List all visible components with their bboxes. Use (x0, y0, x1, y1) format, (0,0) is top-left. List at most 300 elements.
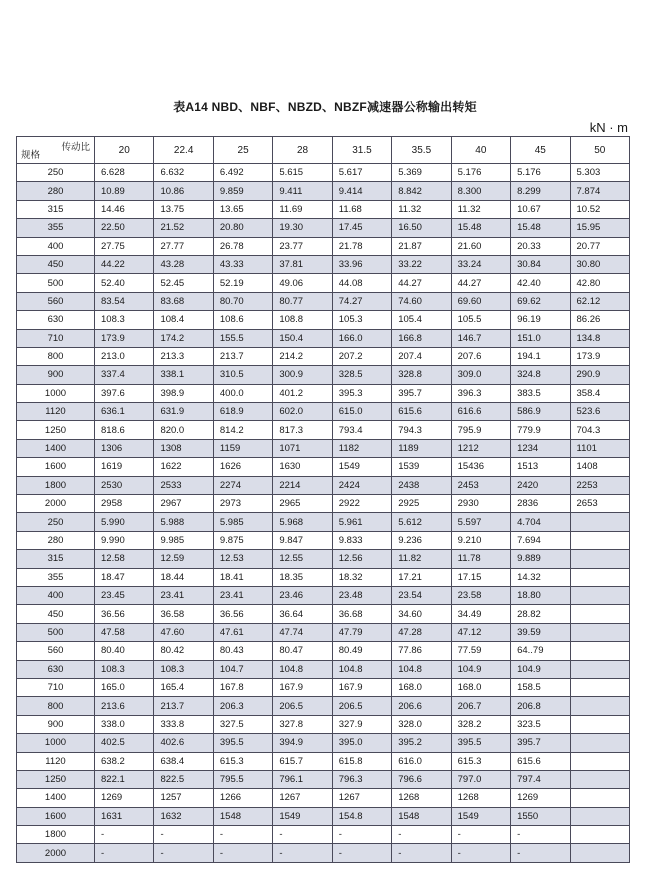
torque-value-cell: 108.3 (95, 311, 154, 329)
torque-value-cell: 14.32 (511, 568, 570, 586)
spec-cell: 560 (17, 292, 95, 310)
torque-value-cell: 150.4 (273, 329, 332, 347)
table-row (17, 292, 630, 310)
table-row (17, 789, 630, 807)
torque-value-cell: 12.59 (154, 550, 213, 568)
torque-value-cell: 1234 (511, 439, 570, 457)
torque-value-cell: 166.0 (332, 329, 391, 347)
torque-value-cell: 2922 (332, 495, 391, 513)
torque-value-cell: 5.176 (511, 164, 570, 182)
torque-value-cell: 309.0 (451, 366, 510, 384)
torque-value-cell: 395.3 (332, 384, 391, 402)
torque-value-cell: 310.5 (213, 366, 272, 384)
torque-value-cell: 14.46 (95, 200, 154, 218)
torque-value-cell: 21.87 (392, 237, 451, 255)
torque-value-cell: 395.0 (332, 734, 391, 752)
ratio-header: 35.5 (392, 137, 451, 164)
torque-value-cell: 20.80 (213, 219, 272, 237)
torque-value-cell: 108.8 (273, 311, 332, 329)
torque-value-cell: 80.47 (273, 642, 332, 660)
torque-value-cell: 15.48 (451, 219, 510, 237)
torque-value-cell: 1267 (273, 789, 332, 807)
spec-cell: 355 (17, 219, 95, 237)
spec-cell: 900 (17, 366, 95, 384)
table-row (17, 697, 630, 715)
torque-value-cell: 328.2 (451, 715, 510, 733)
torque-value-cell: 104.9 (451, 660, 510, 678)
torque-value-cell (570, 568, 630, 586)
torque-value-cell: 638.2 (95, 752, 154, 770)
torque-value-cell: 2653 (570, 495, 630, 513)
torque-value-cell (570, 586, 630, 604)
torque-value-cell: 796.3 (332, 770, 391, 788)
torque-value-cell: 328.8 (392, 366, 451, 384)
torque-value-cell: - (511, 844, 570, 862)
ratio-header: 31.5 (332, 137, 391, 164)
table-row (17, 568, 630, 586)
torque-value-cell: 11.78 (451, 550, 510, 568)
torque-value-cell: 2424 (332, 476, 391, 494)
torque-value-cell: 338.0 (95, 715, 154, 733)
torque-value-cell: - (154, 826, 213, 844)
torque-value-cell: 7.694 (511, 531, 570, 549)
torque-value-cell: 207.2 (332, 347, 391, 365)
torque-value-cell (570, 789, 630, 807)
torque-value-cell: 47.74 (273, 623, 332, 641)
table-row (17, 274, 630, 292)
torque-value-cell: 1549 (332, 458, 391, 476)
torque-value-cell: 328.5 (332, 366, 391, 384)
torque-value-cell: 43.33 (213, 255, 272, 273)
torque-value-cell: 2965 (273, 495, 332, 513)
torque-value-cell: 77.86 (392, 642, 451, 660)
ratio-header: 45 (511, 137, 570, 164)
torque-value-cell: 20.77 (570, 237, 630, 255)
table-row (17, 642, 630, 660)
spec-cell: 630 (17, 311, 95, 329)
torque-value-cell: 52.19 (213, 274, 272, 292)
spec-cell: 1800 (17, 476, 95, 494)
torque-value-cell: - (213, 826, 272, 844)
torque-value-cell: 108.3 (95, 660, 154, 678)
torque-value-cell: 39.59 (511, 623, 570, 641)
table-row (17, 752, 630, 770)
torque-value-cell: - (511, 826, 570, 844)
table-row (17, 531, 630, 549)
table-row (17, 660, 630, 678)
torque-value-cell: 5.597 (451, 513, 510, 531)
torque-value-cell: 13.65 (213, 200, 272, 218)
torque-value-cell: 6.492 (213, 164, 272, 182)
torque-value-cell: 23.58 (451, 586, 510, 604)
torque-value-cell: 615.6 (392, 403, 451, 421)
torque-value-cell: 400.0 (213, 384, 272, 402)
table-row (17, 715, 630, 733)
torque-value-cell: 797.4 (511, 770, 570, 788)
table-row (17, 770, 630, 788)
torque-value-cell: 338.1 (154, 366, 213, 384)
torque-value-cell: 80.40 (95, 642, 154, 660)
torque-value-cell: 11.82 (392, 550, 451, 568)
torque-value-cell: 26.78 (213, 237, 272, 255)
torque-value-cell: 2214 (273, 476, 332, 494)
spec-cell: 315 (17, 200, 95, 218)
spec-cell: 800 (17, 697, 95, 715)
torque-value-cell: 10.67 (511, 200, 570, 218)
torque-value-cell: 173.9 (570, 347, 630, 365)
torque-value-cell: 1268 (451, 789, 510, 807)
torque-value-cell: 615.3 (451, 752, 510, 770)
spec-cell: 1250 (17, 421, 95, 439)
torque-value-cell: 2973 (213, 495, 272, 513)
torque-value-cell (570, 752, 630, 770)
torque-value-cell: 166.8 (392, 329, 451, 347)
torque-value-cell: 104.8 (392, 660, 451, 678)
torque-value-cell: 9.889 (511, 550, 570, 568)
torque-value-cell: 158.5 (511, 678, 570, 696)
torque-value-cell: 2533 (154, 476, 213, 494)
torque-value-cell: 30.80 (570, 255, 630, 273)
torque-value-cell: 327.5 (213, 715, 272, 733)
torque-value-cell: 818.6 (95, 421, 154, 439)
table-row (17, 734, 630, 752)
torque-value-cell: 104.7 (213, 660, 272, 678)
torque-value-cell: 793.4 (332, 421, 391, 439)
torque-value-cell: - (95, 826, 154, 844)
spec-cell: 710 (17, 678, 95, 696)
torque-value-cell: 134.8 (570, 329, 630, 347)
torque-value-cell: 10.86 (154, 182, 213, 200)
spec-cell: 400 (17, 586, 95, 604)
torque-value-cell: 1631 (95, 807, 154, 825)
spec-cell: 280 (17, 531, 95, 549)
torque-value-cell: 5.990 (95, 513, 154, 531)
spec-cell: 800 (17, 347, 95, 365)
torque-value-cell: 5.303 (570, 164, 630, 182)
torque-value-cell: 47.28 (392, 623, 451, 641)
torque-value-cell: 105.4 (392, 311, 451, 329)
torque-value-cell: 104.8 (332, 660, 391, 678)
torque-value-cell: 146.7 (451, 329, 510, 347)
torque-value-cell: - (95, 844, 154, 862)
torque-value-cell: 2274 (213, 476, 272, 494)
torque-value-cell: 9.875 (213, 531, 272, 549)
torque-value-cell: - (273, 844, 332, 862)
torque-value-cell: 47.60 (154, 623, 213, 641)
table-row (17, 826, 630, 844)
torque-value-cell: 80.42 (154, 642, 213, 660)
torque-value-cell: 1548 (392, 807, 451, 825)
torque-value-cell: 11.32 (451, 200, 510, 218)
unit-label: kN · m (589, 120, 628, 135)
torque-value-cell: 1269 (95, 789, 154, 807)
spec-cell: 400 (17, 237, 95, 255)
torque-value-cell: 28.82 (511, 605, 570, 623)
torque-value-cell: 83.54 (95, 292, 154, 310)
torque-value-cell (570, 531, 630, 549)
torque-value-cell: 17.15 (451, 568, 510, 586)
torque-value-cell: 1071 (273, 439, 332, 457)
torque-value-cell: 23.45 (95, 586, 154, 604)
spec-cell: 500 (17, 623, 95, 641)
torque-value-cell: 206.6 (392, 697, 451, 715)
torque-value-cell: 358.4 (570, 384, 630, 402)
torque-value-cell: 207.4 (392, 347, 451, 365)
torque-value-cell: 108.4 (154, 311, 213, 329)
ratio-header: 50 (570, 137, 630, 164)
torque-value-cell: 9.411 (273, 182, 332, 200)
torque-value-cell: 168.0 (451, 678, 510, 696)
spec-cell: 2000 (17, 844, 95, 862)
spec-cell: 450 (17, 255, 95, 273)
torque-value-cell: 23.41 (213, 586, 272, 604)
torque-value-cell: 42.80 (570, 274, 630, 292)
ratio-header: 28 (273, 137, 332, 164)
torque-value-cell: 13.75 (154, 200, 213, 218)
torque-value-cell: 47.79 (332, 623, 391, 641)
spec-cell: 560 (17, 642, 95, 660)
torque-value-cell: 168.0 (392, 678, 451, 696)
spec-cell: 2000 (17, 495, 95, 513)
torque-value-cell: 2530 (95, 476, 154, 494)
torque-value-cell: 74.60 (392, 292, 451, 310)
torque-value-cell: 2967 (154, 495, 213, 513)
torque-value-cell: 23.46 (273, 586, 332, 604)
torque-value-cell (570, 826, 630, 844)
torque-value-cell: 77.59 (451, 642, 510, 660)
torque-value-cell (570, 605, 630, 623)
spec-cell: 1400 (17, 439, 95, 457)
torque-value-cell: 173.9 (95, 329, 154, 347)
torque-value-cell: 6.628 (95, 164, 154, 182)
torque-value-cell: 822.1 (95, 770, 154, 788)
torque-value-cell: 21.52 (154, 219, 213, 237)
torque-value-cell: 796.6 (392, 770, 451, 788)
torque-value-cell: 1266 (213, 789, 272, 807)
torque-value-cell: 83.68 (154, 292, 213, 310)
table-row (17, 476, 630, 494)
torque-value-cell: 1268 (392, 789, 451, 807)
spec-cell: 1400 (17, 789, 95, 807)
spec-cell: 710 (17, 329, 95, 347)
table-row (17, 678, 630, 696)
torque-value-cell: 10.52 (570, 200, 630, 218)
torque-value-cell: 290.9 (570, 366, 630, 384)
torque-value-cell: 797.0 (451, 770, 510, 788)
torque-value-cell: 1539 (392, 458, 451, 476)
torque-value-cell: 80.77 (273, 292, 332, 310)
torque-value-cell: 397.6 (95, 384, 154, 402)
torque-value-cell: 615.3 (213, 752, 272, 770)
torque-value-cell: 213.6 (95, 697, 154, 715)
torque-value-cell: 155.5 (213, 329, 272, 347)
torque-value-cell: 9.210 (451, 531, 510, 549)
torque-value-cell (570, 513, 630, 531)
spec-cell: 630 (17, 660, 95, 678)
torque-value-cell: 820.0 (154, 421, 213, 439)
torque-value-cell: - (154, 844, 213, 862)
torque-value-cell: 402.6 (154, 734, 213, 752)
header-corner-cell (17, 137, 95, 164)
torque-value-cell: 795.9 (451, 421, 510, 439)
table-body (17, 164, 630, 863)
torque-value-cell: 18.80 (511, 586, 570, 604)
torque-value-cell: 11.69 (273, 200, 332, 218)
torque-value-cell: 795.5 (213, 770, 272, 788)
torque-value-cell: 34.49 (451, 605, 510, 623)
table-row (17, 807, 630, 825)
table-row (17, 513, 630, 531)
torque-value-cell: - (451, 844, 510, 862)
table-title: 表A14 NBD、NBF、NBZD、NBZF减速器公称输出转矩 (173, 100, 477, 114)
table-row (17, 844, 630, 862)
torque-value-cell: 206.7 (451, 697, 510, 715)
torque-value-cell: 1549 (451, 807, 510, 825)
torque-value-cell: 44.27 (451, 274, 510, 292)
table-row (17, 182, 630, 200)
torque-value-cell: 206.5 (273, 697, 332, 715)
spec-cell: 1120 (17, 403, 95, 421)
torque-value-cell: 167.9 (332, 678, 391, 696)
torque-value-cell: 12.55 (273, 550, 332, 568)
torque-value-cell: 615.0 (332, 403, 391, 421)
torque-value-cell: 206.8 (511, 697, 570, 715)
torque-value-cell: 337.4 (95, 366, 154, 384)
spec-cell: 250 (17, 164, 95, 182)
torque-value-cell: 34.60 (392, 605, 451, 623)
spec-cell: 1800 (17, 826, 95, 844)
torque-value-cell: 18.44 (154, 568, 213, 586)
spec-cell: 315 (17, 550, 95, 568)
torque-value-cell (570, 770, 630, 788)
torque-value-cell: 1101 (570, 439, 630, 457)
torque-value-cell: 36.68 (332, 605, 391, 623)
torque-value-cell: 96.19 (511, 311, 570, 329)
torque-value-cell: 615.7 (273, 752, 332, 770)
torque-value-cell: 69.62 (511, 292, 570, 310)
torque-value-cell: 1306 (95, 439, 154, 457)
torque-value-cell: 814.2 (213, 421, 272, 439)
torque-value-cell: 2420 (511, 476, 570, 494)
torque-value-cell: 5.985 (213, 513, 272, 531)
torque-value-cell (570, 715, 630, 733)
torque-value-cell: 383.5 (511, 384, 570, 402)
torque-value-cell: 11.68 (332, 200, 391, 218)
torque-value-cell: 213.3 (154, 347, 213, 365)
table-row (17, 219, 630, 237)
table-row (17, 311, 630, 329)
torque-value-cell: 2836 (511, 495, 570, 513)
torque-value-cell: 2253 (570, 476, 630, 494)
torque-value-cell: 395.7 (392, 384, 451, 402)
torque-value-cell: 17.45 (332, 219, 391, 237)
torque-value-cell: 1269 (511, 789, 570, 807)
torque-value-cell: - (392, 844, 451, 862)
torque-value-cell: 18.35 (273, 568, 332, 586)
torque-value-cell: 328.0 (392, 715, 451, 733)
ratio-header: 40 (451, 137, 510, 164)
torque-value-cell: 21.60 (451, 237, 510, 255)
torque-value-cell: 167.8 (213, 678, 272, 696)
ratio-header: 20 (95, 137, 154, 164)
torque-value-cell (570, 844, 630, 862)
torque-value-cell: 324.8 (511, 366, 570, 384)
torque-value-cell: 631.9 (154, 403, 213, 421)
table-row (17, 403, 630, 421)
torque-value-cell: 27.77 (154, 237, 213, 255)
torque-value-cell: - (213, 844, 272, 862)
torque-value-cell: 5.961 (332, 513, 391, 531)
torque-value-cell (570, 550, 630, 568)
torque-value-cell: 69.60 (451, 292, 510, 310)
torque-value-cell: 52.40 (95, 274, 154, 292)
torque-value-cell: 327.9 (332, 715, 391, 733)
ratio-axis-label: 传动比 (61, 142, 90, 153)
torque-value-cell: 108.3 (154, 660, 213, 678)
torque-value-cell: 616.6 (451, 403, 510, 421)
torque-value-cell: 636.1 (95, 403, 154, 421)
table-row (17, 550, 630, 568)
torque-value-cell (570, 807, 630, 825)
torque-value-cell: 22.50 (95, 219, 154, 237)
header-row (17, 137, 630, 164)
torque-value-cell: 36.56 (213, 605, 272, 623)
torque-table (16, 136, 630, 863)
torque-value-cell: 80.43 (213, 642, 272, 660)
torque-value-cell: 74.27 (332, 292, 391, 310)
torque-value-cell: 33.96 (332, 255, 391, 273)
torque-value-cell: 23.77 (273, 237, 332, 255)
table-row (17, 586, 630, 604)
torque-value-cell: - (273, 826, 332, 844)
torque-value-cell: 62.12 (570, 292, 630, 310)
torque-value-cell: 615.8 (332, 752, 391, 770)
torque-value-cell: 206.3 (213, 697, 272, 715)
torque-value-cell: 395.2 (392, 734, 451, 752)
ratio-header: 22.4 (154, 137, 213, 164)
torque-value-cell: 2453 (451, 476, 510, 494)
torque-value-cell: 9.414 (332, 182, 391, 200)
torque-value-cell: 104.9 (511, 660, 570, 678)
spec-cell: 1000 (17, 384, 95, 402)
torque-value-cell: 300.9 (273, 366, 332, 384)
torque-value-cell: 105.3 (332, 311, 391, 329)
torque-value-cell: 7.874 (570, 182, 630, 200)
torque-value-cell: 794.3 (392, 421, 451, 439)
torque-value-cell (570, 660, 630, 678)
torque-value-cell (570, 734, 630, 752)
torque-value-cell: 33.24 (451, 255, 510, 273)
torque-value-cell: 4.704 (511, 513, 570, 531)
torque-value-cell: 9.847 (273, 531, 332, 549)
spec-cell: 900 (17, 715, 95, 733)
torque-value-cell: 9.859 (213, 182, 272, 200)
torque-value-cell: 174.2 (154, 329, 213, 347)
torque-value-cell: 207.6 (451, 347, 510, 365)
torque-value-cell: 12.53 (213, 550, 272, 568)
torque-value-cell: 18.41 (213, 568, 272, 586)
torque-value-cell: 8.299 (511, 182, 570, 200)
torque-value-cell: 618.9 (213, 403, 272, 421)
torque-value-cell: 5.988 (154, 513, 213, 531)
torque-value-cell: 1159 (213, 439, 272, 457)
torque-value-cell: 2925 (392, 495, 451, 513)
table-header (17, 137, 630, 164)
torque-value-cell: 23.48 (332, 586, 391, 604)
torque-value-cell: 1182 (332, 439, 391, 457)
torque-value-cell: 395.7 (511, 734, 570, 752)
torque-value-cell: 43.28 (154, 255, 213, 273)
